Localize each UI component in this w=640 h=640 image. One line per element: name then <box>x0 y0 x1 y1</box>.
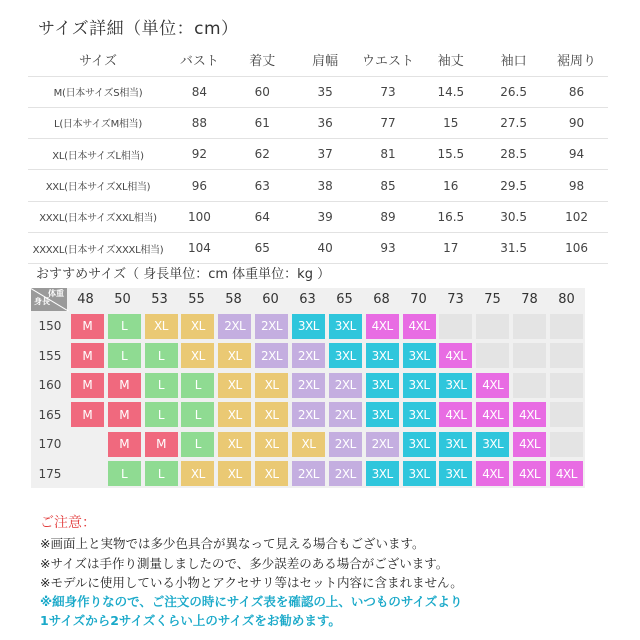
height-label: 150 <box>38 319 62 333</box>
grid-cell <box>253 400 290 429</box>
measure-cell: 61 <box>231 107 294 138</box>
measure-cell: 90 <box>545 107 608 138</box>
notes <box>40 514 463 631</box>
grid-cell <box>401 371 438 400</box>
height-row <box>31 430 585 459</box>
size-badge: L <box>181 402 214 427</box>
grid-corner <box>31 288 67 311</box>
measure-cell: 60 <box>231 76 294 107</box>
size-badge: XL <box>218 343 251 368</box>
weight-label: 73 <box>447 292 464 307</box>
measure-cell: 31.5 <box>482 232 545 263</box>
note-line: ※モデルに使用している小物とアクセサリ等はセット内容に含まれません。 <box>40 574 463 590</box>
grid-cell <box>474 341 511 370</box>
header-length: 着丈 <box>231 44 294 76</box>
grid-cell <box>437 341 474 370</box>
table-row <box>28 76 608 107</box>
grid-cell <box>106 400 143 429</box>
grid-cell <box>548 371 585 400</box>
height-label: 165 <box>38 407 62 422</box>
grid-cell <box>474 459 511 488</box>
grid-cell <box>401 459 438 488</box>
size-badge: 3XL <box>366 343 399 368</box>
grid-cell <box>474 400 511 429</box>
note-line: ※サイズは手作り測量しましたので、多少誤差のある場合がございます。 <box>40 555 449 571</box>
size-badge: 3XL <box>439 373 472 398</box>
measure-cell: 62 <box>231 139 294 170</box>
measure-cell: 81 <box>357 139 420 170</box>
note-highlight-line: 1サイズから2サイズくらい上のサイズをお勧めます。 <box>40 613 341 629</box>
size-badge: XL <box>218 461 251 486</box>
measure-cell: 39 <box>294 201 357 232</box>
size-badge: M <box>71 343 104 368</box>
grid-cell <box>364 459 401 488</box>
measure-cell: 106 <box>545 232 608 263</box>
grid-cell <box>253 459 290 488</box>
grid-cell <box>474 430 511 459</box>
blank-slot <box>550 402 583 427</box>
size-name-cell: XL(日本サイズL相当) <box>28 139 168 170</box>
grid-cell <box>401 341 438 370</box>
size-badge: XL <box>292 432 325 457</box>
size-name-cell: XXXL(日本サイズXXL相当) <box>28 201 168 232</box>
size-badge: 4XL <box>476 402 509 427</box>
grid-cell <box>290 400 327 429</box>
size-badge: XL <box>255 373 288 398</box>
grid-cell <box>69 371 106 400</box>
grid-cell <box>106 371 143 400</box>
grid-cell <box>327 341 364 370</box>
size-badge: 2XL <box>255 343 288 368</box>
size-badge: XL <box>218 402 251 427</box>
measure-cell: 40 <box>294 232 357 263</box>
grid-cell <box>143 341 180 370</box>
header-size: サイズ <box>28 44 168 76</box>
grid-cell <box>179 371 216 400</box>
grid-cell <box>511 400 548 429</box>
size-badge: M <box>71 402 104 427</box>
size-badge: XL <box>181 314 214 339</box>
size-badge: 3XL <box>329 343 362 368</box>
blank-slot <box>550 343 583 368</box>
size-badge: 3XL <box>403 343 436 368</box>
blank-slot <box>476 314 509 339</box>
grid-cell <box>179 341 216 370</box>
size-badge: M <box>145 432 178 457</box>
size-badge: 2XL <box>292 461 325 486</box>
grid-cell <box>253 312 290 341</box>
grid-cell <box>290 371 327 400</box>
page-title: サイズ詳細（単位：cm） <box>38 19 239 39</box>
measure-cell: 16 <box>419 170 482 201</box>
empty-slot <box>71 432 104 457</box>
size-badge: XL <box>218 373 251 398</box>
weight-label: 60 <box>262 292 279 307</box>
size-badge: 3XL <box>366 461 399 486</box>
grid-cell <box>327 312 364 341</box>
size-badge: 3XL <box>403 373 436 398</box>
corner-weight-label: 体重 <box>48 289 64 298</box>
grid-cell <box>106 430 143 459</box>
size-badge: XL <box>181 343 214 368</box>
blank-slot <box>513 343 546 368</box>
measure-cell: 27.5 <box>482 107 545 138</box>
measure-cell: 17 <box>419 232 482 263</box>
size-badge: M <box>108 432 141 457</box>
size-badge: 2XL <box>329 402 362 427</box>
grid-cell <box>437 459 474 488</box>
weight-label: 80 <box>558 292 575 307</box>
measure-cell: 93 <box>357 232 420 263</box>
grid-cell <box>253 430 290 459</box>
weight-label: 70 <box>410 292 427 307</box>
size-badge: 3XL <box>439 461 472 486</box>
recommend-size-grid <box>31 288 585 488</box>
grid-cell <box>179 430 216 459</box>
weight-label: 58 <box>225 292 242 307</box>
size-badge: 4XL <box>366 314 399 339</box>
weight-label: 68 <box>373 292 390 307</box>
measure-cell: 38 <box>294 170 357 201</box>
grid-cell <box>548 400 585 429</box>
size-badge: XL <box>255 461 288 486</box>
measure-cell: 98 <box>545 170 608 201</box>
size-badge: 2XL <box>329 432 362 457</box>
size-badge: 4XL <box>513 432 546 457</box>
grid-cell <box>106 341 143 370</box>
height-row <box>31 459 585 488</box>
grid-cell <box>106 312 143 341</box>
size-badge: 4XL <box>513 402 546 427</box>
grid-cell <box>511 459 548 488</box>
size-badge: L <box>181 432 214 457</box>
size-badge: 2XL <box>292 402 325 427</box>
empty-slot <box>71 461 104 486</box>
header-shoulder: 肩幅 <box>294 44 357 76</box>
grid-cell <box>143 430 180 459</box>
measure-cell: 102 <box>545 201 608 232</box>
size-badge: XL <box>255 432 288 457</box>
notes-heading: ご注意： <box>40 515 96 531</box>
measure-cell: 104 <box>168 232 231 263</box>
size-badge: 3XL <box>329 314 362 339</box>
size-badge: L <box>145 373 178 398</box>
measure-cell: 28.5 <box>482 139 545 170</box>
grid-cell <box>511 312 548 341</box>
measure-cell: 37 <box>294 139 357 170</box>
note-highlight-line: ※細身作りなので、ご注文の時にサイズ表を確認の上、いつものサイズより <box>40 594 463 610</box>
grid-cell <box>290 341 327 370</box>
size-badge: M <box>71 314 104 339</box>
size-badge: L <box>145 343 178 368</box>
grid-cell <box>401 312 438 341</box>
table-row <box>28 107 608 138</box>
blank-slot <box>550 373 583 398</box>
grid-cell <box>69 459 106 488</box>
grid-cell <box>327 371 364 400</box>
height-row <box>31 400 585 429</box>
grid-cell <box>364 430 401 459</box>
grid-cell <box>69 400 106 429</box>
weight-label: 48 <box>77 292 94 307</box>
blank-slot <box>476 343 509 368</box>
size-badge: 3XL <box>403 432 436 457</box>
grid-cell <box>179 400 216 429</box>
size-badge: 3XL <box>403 402 436 427</box>
grid-cell <box>69 312 106 341</box>
measure-cell: 89 <box>357 201 420 232</box>
grid-cell <box>290 312 327 341</box>
measure-cell: 100 <box>168 201 231 232</box>
grid-cell <box>437 430 474 459</box>
size-name-cell: XXL(日本サイズXL相当) <box>28 170 168 201</box>
table-row <box>28 139 608 170</box>
weight-label: 65 <box>336 292 353 307</box>
measure-cell: 36 <box>294 107 357 138</box>
measure-cell: 15.5 <box>419 139 482 170</box>
size-name-cell: L(日本サイズM相当) <box>28 107 168 138</box>
height-label: 170 <box>38 437 62 451</box>
size-detail-table <box>28 44 608 264</box>
grid-cell <box>290 430 327 459</box>
size-badge: 3XL <box>403 461 436 486</box>
size-badge: L <box>145 461 178 486</box>
measure-cell: 94 <box>545 139 608 170</box>
size-badge: 3XL <box>292 314 325 339</box>
size-badge: L <box>108 314 141 339</box>
blank-slot <box>550 432 583 457</box>
grid-cell <box>364 341 401 370</box>
size-name-cell: XXXXL(日本サイズXXXL相当) <box>28 232 168 263</box>
height-row <box>31 341 585 370</box>
grid-cell <box>216 341 253 370</box>
size-badge: XL <box>218 432 251 457</box>
size-name-cell: M(日本サイズS相当) <box>28 76 168 107</box>
grid-cell <box>401 430 438 459</box>
grid-cell <box>437 371 474 400</box>
size-badge: 4XL <box>476 373 509 398</box>
grid-cell <box>69 341 106 370</box>
size-badge: XL <box>181 461 214 486</box>
grid-cell <box>143 312 180 341</box>
blank-slot <box>513 314 546 339</box>
measure-cell: 96 <box>168 170 231 201</box>
size-badge: 4XL <box>513 461 546 486</box>
weight-label: 50 <box>114 292 131 307</box>
grid-cell <box>401 400 438 429</box>
size-badge: 3XL <box>366 402 399 427</box>
grid-cell <box>69 430 106 459</box>
measure-cell: 86 <box>545 76 608 107</box>
height-label: 160 <box>38 378 62 392</box>
table-row <box>28 170 608 201</box>
size-badge: 2XL <box>292 373 325 398</box>
blank-slot <box>550 314 583 339</box>
size-badge: L <box>145 402 178 427</box>
measure-cell: 73 <box>357 76 420 107</box>
grid-cell <box>437 312 474 341</box>
size-badge: 4XL <box>439 402 472 427</box>
weight-label: 53 <box>151 292 168 307</box>
measure-cell: 26.5 <box>482 76 545 107</box>
grid-cell <box>437 400 474 429</box>
grid-cell <box>548 430 585 459</box>
grid-cell <box>548 341 585 370</box>
grid-cell <box>327 459 364 488</box>
grid-cell <box>511 430 548 459</box>
height-label: 175 <box>38 466 62 481</box>
grid-cell <box>364 371 401 400</box>
note-line: ※画面上と実物では多少色具合が異なって見える場合もございます。 <box>40 536 425 552</box>
size-badge: 2XL <box>292 343 325 368</box>
grid-cell <box>290 459 327 488</box>
grid-cell <box>474 312 511 341</box>
weight-label: 63 <box>299 292 316 307</box>
grid-cell <box>179 312 216 341</box>
grid-cell <box>474 371 511 400</box>
grid-cell <box>548 459 585 488</box>
measure-cell: 85 <box>357 170 420 201</box>
corner-height-label: 身長 <box>34 297 50 306</box>
size-badge: L <box>181 373 214 398</box>
grid-cell <box>327 400 364 429</box>
size-badge: XL <box>145 314 178 339</box>
height-label: 155 <box>38 348 62 363</box>
size-badge: L <box>108 343 141 368</box>
table-row <box>28 201 608 232</box>
table-row <box>28 232 608 263</box>
measure-cell: 63 <box>231 170 294 201</box>
grid-cell <box>216 430 253 459</box>
measure-cell: 77 <box>357 107 420 138</box>
measure-cell: 35 <box>294 76 357 107</box>
recommend-title: おすすめサイズ（ 身長単位：cm 体重単位：kg ） <box>36 267 331 282</box>
size-badge: XL <box>255 402 288 427</box>
grid-cell <box>511 341 548 370</box>
grid-cell <box>548 312 585 341</box>
size-badge: 4XL <box>439 343 472 368</box>
size-badge: M <box>108 373 141 398</box>
size-badge: 2XL <box>329 461 362 486</box>
size-badge: 4XL <box>403 314 436 339</box>
weight-label: 78 <box>521 292 538 307</box>
header-cuff: 袖口 <box>482 44 545 76</box>
measure-cell: 88 <box>168 107 231 138</box>
grid-cell <box>511 371 548 400</box>
grid-cell <box>216 312 253 341</box>
height-row <box>31 371 585 400</box>
grid-cell <box>143 400 180 429</box>
size-badge: 2XL <box>218 314 251 339</box>
grid-cell <box>216 400 253 429</box>
size-badge: 2XL <box>329 373 362 398</box>
grid-cell <box>364 400 401 429</box>
grid-cell <box>364 312 401 341</box>
grid-cell <box>143 371 180 400</box>
size-badge: 3XL <box>439 432 472 457</box>
measure-cell: 65 <box>231 232 294 263</box>
grid-cell <box>216 371 253 400</box>
header-bust: バスト <box>168 44 231 76</box>
blank-slot <box>513 373 546 398</box>
measure-cell: 84 <box>168 76 231 107</box>
weight-label: 75 <box>484 292 501 307</box>
blank-slot <box>439 314 472 339</box>
size-badge: 4XL <box>550 461 583 486</box>
grid-cell <box>216 459 253 488</box>
header-waist: ウエスト <box>357 44 420 76</box>
size-badge: 2XL <box>255 314 288 339</box>
grid-cell <box>327 430 364 459</box>
measure-cell: 64 <box>231 201 294 232</box>
measure-cell: 15 <box>419 107 482 138</box>
size-table-header-row <box>28 44 608 76</box>
size-badge: 3XL <box>366 373 399 398</box>
height-row <box>31 312 585 341</box>
measure-cell: 14.5 <box>419 76 482 107</box>
header-hem: 裾周り <box>545 44 608 76</box>
size-badge: L <box>108 461 141 486</box>
size-badge: 3XL <box>476 432 509 457</box>
measure-cell: 29.5 <box>482 170 545 201</box>
measure-cell: 16.5 <box>419 201 482 232</box>
grid-cell <box>143 459 180 488</box>
size-badge: M <box>71 373 104 398</box>
size-badge: 2XL <box>366 432 399 457</box>
grid-cell <box>253 341 290 370</box>
weight-label: 55 <box>188 292 205 307</box>
measure-cell: 92 <box>168 139 231 170</box>
weight-header-row <box>31 288 585 311</box>
grid-cell <box>106 459 143 488</box>
grid-cell <box>179 459 216 488</box>
size-badge: M <box>108 402 141 427</box>
measure-cell: 30.5 <box>482 201 545 232</box>
size-badge: 4XL <box>476 461 509 486</box>
grid-cell <box>253 371 290 400</box>
header-sleeve-length: 袖丈 <box>419 44 482 76</box>
